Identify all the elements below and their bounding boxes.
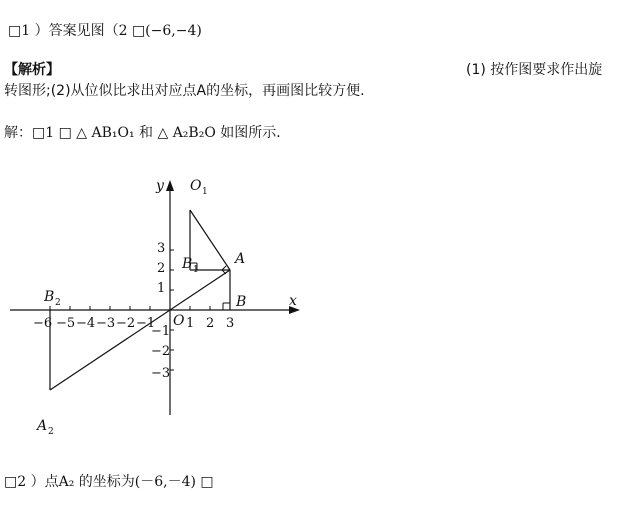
x-tick-label: −1 <box>136 316 156 331</box>
y-tick-label: 3 <box>157 241 166 256</box>
y-tick-label: 2 <box>157 261 166 276</box>
analysis-text-right: (1) 按作图要求作出旋 <box>466 62 603 78</box>
point-label-o1-subscript: 1 <box>202 187 208 197</box>
triangles <box>50 210 230 390</box>
y-axis-arrow <box>166 180 174 191</box>
x-tick-label: 3 <box>226 316 235 331</box>
answer-line-2: □2 ）点A₂ 的坐标为(－6,－4) □ <box>4 474 214 490</box>
analysis-text-line: 转图形;(2)从位似比求出对应点A的坐标，再画图比较方便. <box>4 83 365 99</box>
x-axis-label: x <box>289 293 297 309</box>
point-label-a2: A <box>37 418 48 434</box>
point-label-b2: B <box>44 289 55 305</box>
origin-label: O <box>173 313 185 329</box>
x-tick-label: −5 <box>56 316 76 331</box>
solution-line: 解：□1 □ △ AB₁O₁ 和 △ A₂B₂O 如图所示． <box>4 125 291 141</box>
y-tick-label: −2 <box>151 344 171 359</box>
x-tick-label: −4 <box>76 316 96 331</box>
y-tick-label: −1 <box>151 324 171 339</box>
point-label-o1: O <box>190 178 202 194</box>
x-tick-label: −6 <box>33 316 53 331</box>
x-tick-label: 2 <box>206 316 215 331</box>
point-label-b: B <box>236 294 247 310</box>
answer-line-1: □1 ）答案见图（2 □(−6,−4) <box>8 23 202 39</box>
point-label-a2-subscript: 2 <box>48 427 54 437</box>
y-tick-label: 1 <box>157 281 166 296</box>
segment-o1-a <box>190 210 230 270</box>
point-label-b2-subscript: 2 <box>55 298 61 308</box>
x-tick-label: −2 <box>116 316 136 331</box>
y-tick-label: −3 <box>151 366 171 381</box>
x-tick-label: 1 <box>186 316 195 331</box>
point-label-b1: B <box>182 256 193 272</box>
point-label-b1-subscript: 1 <box>193 265 199 275</box>
point-label-a: A <box>235 251 246 267</box>
x-tick-label: −3 <box>96 316 116 331</box>
analysis-heading: 【解析】 <box>4 62 60 78</box>
y-axis-label: y <box>156 178 164 194</box>
